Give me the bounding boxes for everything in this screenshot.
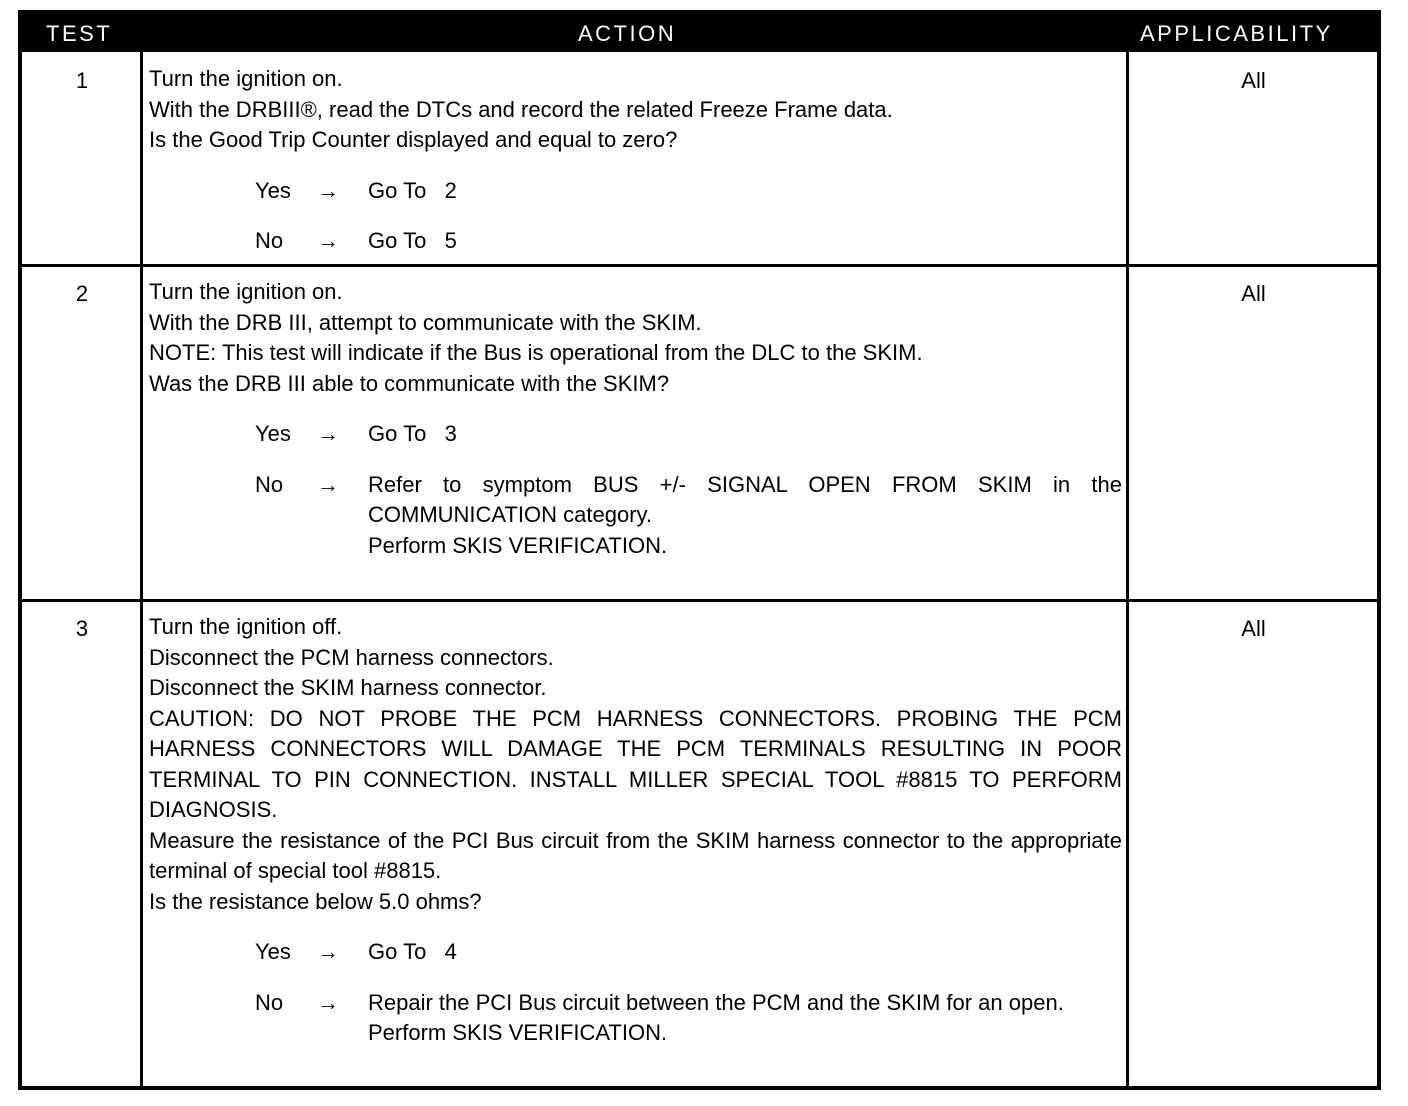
test-number: 3: [75, 616, 89, 641]
test-number: 2: [75, 281, 89, 306]
yes-branch: [149, 419, 1122, 450]
action-line: With the DRBIII®, read the DTCs and record the related Freeze Frame data.: [149, 96, 893, 122]
no-label: No: [255, 471, 284, 497]
branch-result: Go To 4: [368, 939, 457, 964]
branch-result: Go To 2: [368, 177, 457, 203]
action-note: NOTE: This test will indicate if the Bus is operational from the DLC to the SKIM.: [149, 340, 923, 365]
no-branch: [149, 988, 1122, 1049]
branch-result: Go To 5: [368, 228, 457, 253]
yes-label: Yes: [255, 421, 291, 446]
branch-result: Perform SKIS VERIFICATION.: [368, 1020, 668, 1045]
header-applicability: APPLICABILITY: [1140, 21, 1333, 46]
action-text: [149, 612, 1122, 1049]
branch-result: Repair the PCI Bus circuit between the PCM and the SKIM for an open.: [368, 989, 1064, 1015]
branch-result: Go To 3: [368, 421, 457, 446]
column-divider: [1126, 52, 1129, 1086]
diagnostic-table: [18, 10, 1381, 1090]
no-branch: [149, 470, 1122, 562]
action-line: With the DRB III, attempt to communicate with the SKIM.: [149, 309, 702, 335]
arrow-icon: →: [317, 421, 339, 446]
action-line: Disconnect the SKIM harness connector.: [149, 675, 547, 700]
yes-branch: [149, 176, 1122, 207]
no-label: No: [255, 228, 284, 253]
applicability-value: All: [1241, 68, 1266, 93]
test-number: 1: [75, 68, 89, 93]
applicability-value: All: [1241, 616, 1266, 641]
action-line: Turn the ignition on.: [149, 279, 343, 304]
arrow-icon: →: [317, 989, 339, 1015]
action-line: Turn the ignition on.: [149, 66, 343, 91]
action-line: Disconnect the PCM harness connectors.: [149, 644, 554, 670]
branch-result: Perform SKIS VERIFICATION.: [368, 532, 668, 558]
row-divider: [22, 264, 1377, 267]
action-line: Was the DRB III able to communicate with the SKIM?: [149, 370, 670, 396]
row-divider: [22, 599, 1377, 602]
action-text: [149, 64, 1122, 257]
no-branch: [149, 226, 1122, 257]
branch-result: Refer to symptom BUS +/- SIGNAL OPEN FROM SKIM in the COMMUNICATION category.: [368, 471, 1122, 527]
action-line: Measure the resistance of the PCI Bus circuit from the SKIM harness connector to the appropriate terminal of special tool #8815.: [149, 827, 1122, 883]
action-line: Is the resistance below 5.0 ohms?: [149, 888, 482, 914]
action-line: Is the Good Trip Counter displayed and equal to zero?: [149, 127, 678, 152]
yes-label: Yes: [255, 939, 291, 964]
applicability-value: All: [1241, 281, 1266, 306]
header-action: ACTION: [578, 21, 677, 46]
arrow-icon: →: [317, 471, 339, 497]
arrow-icon: →: [317, 228, 339, 253]
table-header: [22, 14, 1377, 52]
no-label: No: [255, 989, 284, 1015]
arrow-icon: →: [317, 939, 339, 964]
arrow-icon: →: [317, 177, 339, 203]
action-line: Turn the ignition off.: [149, 614, 343, 639]
action-caution: CAUTION: DO NOT PROBE THE PCM HARNESS CONNECTORS. PROBING THE PCM HARNESS CONNECTORS WILL DAMAGE THE PCM TERMINALS RESULTING IN POOR TERMINAL TO PIN CONNECTION. INSTALL MILLER SPECIAL TOOL #8815 TO PERFORM DIAGNOSIS.: [149, 705, 1122, 822]
action-text: [149, 277, 1122, 561]
column-divider: [140, 52, 143, 1086]
yes-label: Yes: [255, 177, 291, 203]
header-test: TEST: [46, 21, 113, 46]
yes-branch: [149, 937, 1122, 968]
